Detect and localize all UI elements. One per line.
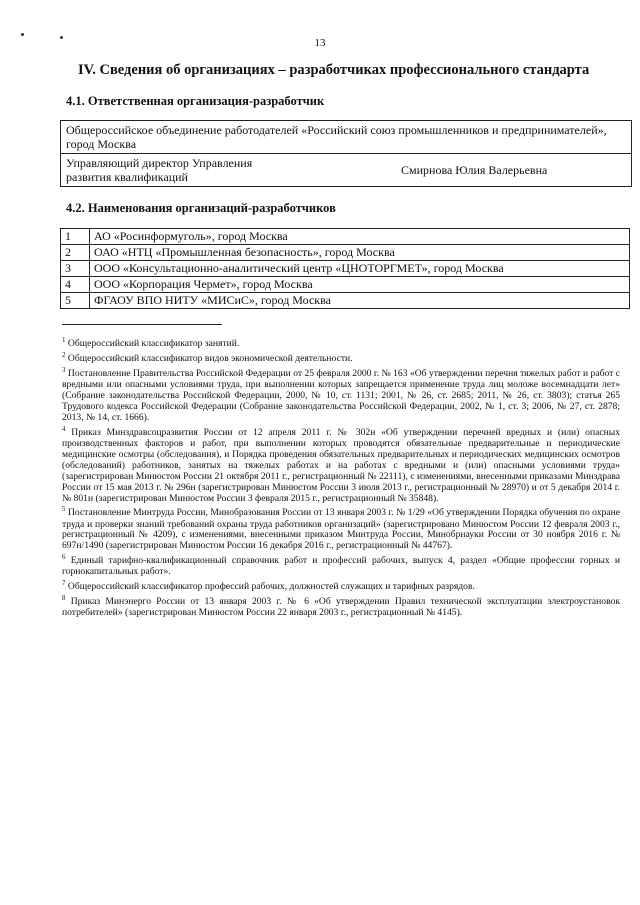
table-row [61, 277, 630, 293]
footnote: $^2$ Общероссийский классификатор видов экономической деятельности. [62, 351, 353, 365]
footnote-divider [62, 324, 222, 325]
footnote: $^8$ Приказ Минэнерго России от 13 января 2003 г. № 6 «Об утверждении Правил технической эксплуатации электроустановок потребителей» (зарегистрирован Минюстом России 22 января 2003 г., регистрационный № 4145). [62, 594, 620, 619]
org-name: ОАО «НТЦ «Промышленная безопасность», город Москва [90, 245, 630, 261]
row-number: 1 [61, 229, 90, 245]
subsection-title: 4.2. Наименования организаций-разработчиков [66, 201, 336, 215]
section-title: IV. Сведения об организациях – разработчиках профессионального стандарта [78, 62, 590, 78]
table-row [61, 245, 630, 261]
row-number: 2 [61, 245, 90, 261]
org-name: ФГАОУ ВПО НИТУ «МИСиС», город Москва [90, 293, 630, 309]
developers-table [60, 228, 630, 309]
org-name: ООО «Консультационно-аналитический центр «ЦНОТОРГМЕТ», город Москва [90, 261, 630, 277]
position-cell: Управляющий директор Управления развития квалификаций [61, 154, 302, 187]
page-number: 13 [314, 37, 326, 49]
footnote: $^7$ Общероссийский классификатор профессий рабочих, должностей служащих и тарифных разрядов. [62, 579, 475, 593]
table-row [61, 293, 630, 309]
footnote: $^3$ Постановление Правительства Российской Федерации от 25 февраля 2000 г. № 163 «Об утверждении перечня тяжелых работ и работ с вредными или опасными условиями труда, при выполнении которых запрещается применение труда лиц моложе восемнадцати лет» (Собрание законодательства Российской Федерации, 2000, № 10, ст. 1131; 2001, № 26, ст. 2685; 2011, № 26, ст. 3803); статья 265 Трудового кодекса Российской Федерации (Собрание законодательства Российской Федерации, 2002, № 1, ст. 3; 2006, № 27, ст. 2878; 2013, № 14, ст. 1666). [62, 366, 620, 423]
footnote: $^4$ Приказ Минздравсоцразвития России от 12 апреля 2011 г. № 302н «Об утверждении перечней вредных и (или) опасных производственных факторов и работ, при выполнении которых проводятся обязательные предварительные и периодические медицинские осмотры (обследования), и Порядка проведения обязательных предварительных и периодических медицинских осмотров (обследований) работников, занятых на тяжелых работах и на работах с вредными и (или) опасными условиями труда» (зарегистрирован Минюстом России 21 октября 2011 г., регистрационный № 22111), с изменениями, внесенными приказами Минздрава России от 15 мая 2013 г. № 296н (зарегистрирован Минюстом России 3 июля 2013 г., регистрационный № 28970) и от 5 декабря 2014 г. № 801н (зарегистрирован Минюстом России 3 февраля 2015 г., регистрационный № 35848). [62, 424, 620, 504]
footnote: $^6$ Единый тарифно-квалификационный справочник работ и профессий рабочих, выпуск 4, раздел «Общие профессии горных и горнокапитальных работ». [62, 553, 620, 578]
footnote: $^1$ Общероссийский классификатор занятий. [62, 336, 240, 350]
scan-dot [21, 33, 24, 36]
table-row [61, 229, 630, 245]
footnotes [62, 324, 620, 619]
responsible-org-table [60, 120, 632, 187]
org-name: ООО «Корпорация Чермет», город Москва [90, 277, 630, 293]
person-cell: Смирнова Юлия Валерьевна [301, 154, 632, 187]
table-row [61, 261, 630, 277]
subsection-title: 4.1. Ответственная организация-разработчик [66, 94, 325, 108]
row-number: 4 [61, 277, 90, 293]
footnote: $^5$ Постановление Минтруда России, Минобразования России от 13 января 2003 г. № 1/29 «Об утверждении Порядка обучения по охране труда и проверки знаний требований охраны труда работников организаций» (зарегистрировано Минюстом России 12 февраля 2003 г., регистрационный № 4209), с изменениями, внесенными приказом Минтруда России, Минобрнауки России от 30 ноября 2016 г. № 697н/1490 (зарегистрирован Минюстом России 16 декабря 2016 г., регистрационный № 44767). [62, 505, 620, 552]
org-name-cell: Общероссийское объединение работодателей «Российский союз промышленников и предпринимателей», город Москва [61, 121, 632, 154]
row-number: 3 [61, 261, 90, 277]
row-number: 5 [61, 293, 90, 309]
org-name: АО «Росинформуголь», город Москва [90, 229, 630, 245]
